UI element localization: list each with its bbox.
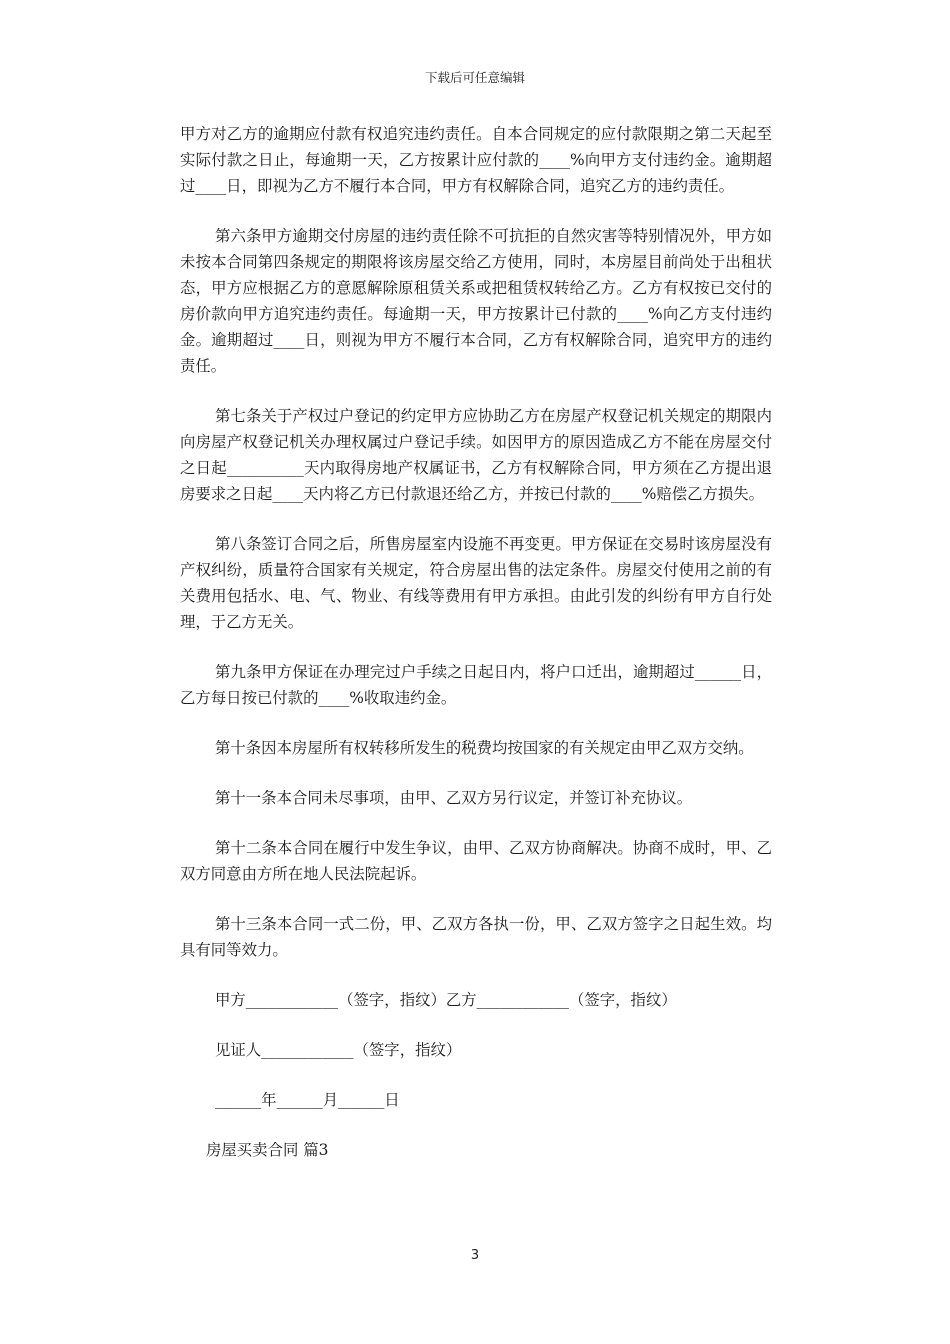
paragraph-article-9: 第九条甲方保证在办理完过户手续之日起日内，将户口迁出，逾期超过______日，乙方每日按已付款的____%收取违约金。 <box>180 663 772 707</box>
paragraph-article-7: 第七条关于产权过户登记的约定甲方应协助乙方在房屋产权登记机关规定的期限内向房屋产权登记机关办理权属过户登记手续。如因甲方的原因造成乙方不能在房屋交付之日起__________天内取得房地产权属证书，乙方有权解除合同，甲方须在乙方提出退房要求之日起____天内将乙方已付款退还给乙方，并按已付款的____%赔偿乙方损失。 <box>180 407 772 503</box>
paragraph-article-13: 第十三条本合同一式二份，甲、乙双方各执一份，甲、乙双方签字之日起生效。均具有同等效力。 <box>180 915 772 959</box>
paragraph-article-8: 第八条签订合同之后，所售房屋室内设施不再变更。甲方保证在交易时该房屋没有产权纠纷，质量符合国家有关规定，符合房屋出售的法定条件。房屋交付使用之前的有关费用包括水、电、气、物业、有线等费用有甲方承担。由此引发的纠纷有甲方自行处理，于乙方无关。 <box>180 535 772 631</box>
signature-witness-line: 见证人____________（签字，指纹） <box>215 1041 462 1059</box>
header-note: 下载后可任意编辑 <box>424 70 525 85</box>
paragraph-article-10: 第十条因本房屋所有权转移所发生的税费均按国家的有关规定由甲乙双方交纳。 <box>215 739 754 757</box>
document-body <box>180 121 772 1163</box>
signature-parties-line: 甲方____________（签字，指纹）乙方____________（签字，指纹） <box>215 991 677 1009</box>
page-number: 3 <box>470 1248 480 1263</box>
paragraph-article-11: 第十一条本合同未尽事项，由甲、乙双方另行议定，并签订补充协议。 <box>215 789 693 807</box>
next-section-title: 房屋买卖合同 篇3 <box>206 1141 329 1159</box>
paragraph-article-12: 第十二条本合同在履行中发生争议，由甲、乙双方协商解决。协商不成时，甲、乙双方同意由方所在地人民法院起诉。 <box>180 839 772 883</box>
paragraph-overdue-payment: 甲方对乙方的逾期应付款有权追究违约责任。自本合同规定的应付款限期之第二天起至实际付款之日止，每逾期一天，乙方按累计应付款的____%向甲方支付违约金。逾期超过____日，即视为乙方不履行本合同，甲方有权解除合同，追究乙方的违约责任。 <box>180 125 772 195</box>
signature-date-line: ______年______月______日 <box>215 1091 400 1109</box>
paragraph-article-6: 第六条甲方逾期交付房屋的违约责任除不可抗拒的自然灾害等特别情况外，甲方如未按本合同第四条规定的期限将该房屋交给乙方使用，同时，本房屋目前尚处于出租状态，甲方应根据乙方的意愿解除原租赁关系或把租赁权转给乙方。乙方有权按已交付的房价款向甲方追究违约责任。每逾期一天，甲方按累计已付款的____%向乙方支付违约金。逾期超过____日，则视为甲方不履行本合同，乙方有权解除合同，追究甲方的违约责任。 <box>180 227 772 375</box>
